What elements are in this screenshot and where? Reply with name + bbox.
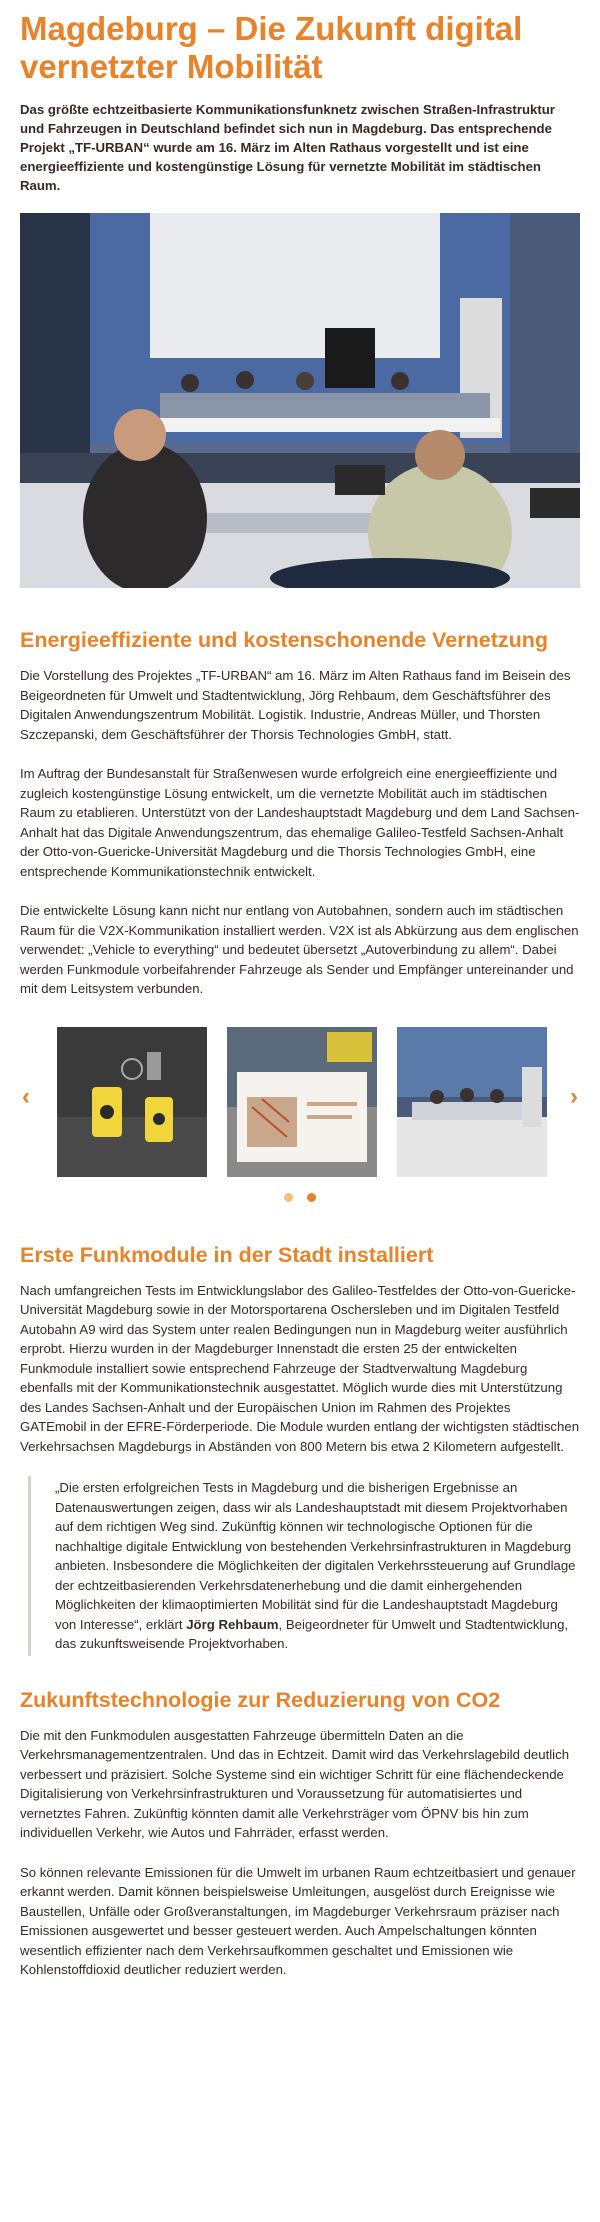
gallery-dot-1[interactable] [284,1193,293,1202]
gallery-pagination [20,1189,580,1203]
image-gallery [20,1027,580,1177]
key-tag-photo [57,1027,207,1177]
quote-block [28,1476,580,1656]
section-heading-vernetzung: Energieeffiziente und kostenschonende Vernetzung [20,628,549,652]
section1-paragraph-1: Die Vorstellung des Projektes „TF-URBAN“ am 16. März im Alten Rathaus fand im Beisein des Beigeordneten für Umwelt und Stadtentwicklung, Jörg Rehbaum, dem Geschäftsführer des Digitalen Anwendungszentrum Mobilität. Logistik. Industrie, Andreas Müller, und Thorsten Szczepanski, dem Geschäftsführer der Thorsis Technologies GmbH, statt. [20,668,571,742]
hero-image [20,213,580,588]
quote-tail: , Beigeordneter für Umwelt und Stadtentwicklung, das zukunftsweisende Projektvorhaben. [55,1616,569,1651]
section3-paragraph-2: So können relevante Emissionen für die Umwelt im urbanen Raum echtzeitbasiert und genauer erkannt werden. Damit können beispielsweise Umleitungen, ausgelöst durch Ereignisse wie Baustellen, Unfälle oder Großveranstaltungen, im Magdeburger Verkehrsraum präziser nach Emissionen ausgewertet und besser gesteuert werden. Auch Ampelschaltungen könnten wesentlich effizienter nach dem Verkehrsaufkommen geschaltet und Emissionen wie Kohlenstoffdioxid deutlicher reduziert werden. [20,1864,576,1977]
presentation-slide-photo [227,1027,377,1177]
gallery-thumb-2[interactable] [227,1027,377,1177]
chevron-right-icon[interactable]: › [570,1082,578,1110]
section2-paragraph-1: Nach umfangreichen Tests im Entwicklungslabor des Galileo-Testfeldes der Otto-von-Guericke-Universität Magdeburg sowie in der Motorsportarena Oschersleben und im Digitalen Testfeld Autobahn A9 wird das System unter realen Bedingungen nun in Magdeburg weiter ausführlich erprobt. Hierzu wurden in der Magdeburger Innenstadt die ersten 25 der entwickelten Funkmodule installiert sowie entsprechend Fahrzeuge der Stadtverwaltung Magdeburg ebenfalls mit der Kommunikationstechnik ausgestattet. Möglich wurde dies mit Unterstützung des Landes Sachsen-Anhalt und der Europäischen Union im Rahmen des Projektes GATEmobil in der EFRE-Förderperiode. Die Module wurden entlang der wichtigsten städtischen Verkehrsachsen Magdeburgs in Abständen von 800 Metern bis etwa 2 Kilometern aufgestellt. [20,1282,580,1454]
section-heading-co2: Zukunftstechnologie zur Reduzierung von CO2 [20,1687,501,1712]
quote-author: Jörg Rehbaum [186,1616,279,1632]
quote-text: „Die ersten erfolgreichen Tests in Magdeburg und die bisherigen Ergebnisse an Datenauswertungen zeigen, dass wir als Landeshauptstadt mit diesem Projektvorhaben auf dem richtigen Weg sind. Zukünftig können wir technologische Optionen für die nachhaltige digitale Entwicklung von bestehenden Verkehrsinfrastrukturen in Magdeburg anbieten. Insbesondere die Möglichkeiten der digitalen Verkehrssteuerung auf Grundlage der echtzeitbasierenden Verkehrsdatenerhebung und die damit einhergehenden Möglichkeiten der klimaoptimierten Mobilität sind für die Landeshauptstadt Magdeburg von Interesse“, erklärt [55,1480,576,1632]
section3-paragraph-1: Die mit den Funkmodulen ausgestatten Fahrzeuge übermitteln Daten an die Verkehrsmanagementzentralen. Und das in Echtzeit. Damit wird das Verkehrslagebild deutlich verbessert und präzisiert. Solche Systeme sind ein wichtiger Schritt für eine flächendeckende Digitalisierung von Verkehrsinfrastrukturen und Voraussetzung für automatisiertes und vernetztes Fahren. Zukünftig könnten damit alle Verkehrsträger vom ÖPNV bis hin zum individuellen Verkehr, wie Autos und Fahrräder, erfasst werden. [20,1727,570,1840]
gallery-thumb-1[interactable] [57,1027,207,1177]
chevron-left-icon[interactable]: ‹ [22,1082,30,1110]
gallery-dot-2[interactable] [307,1193,316,1202]
lead-paragraph: Das größte echtzeitbasierte Kommunikationsfunknetz zwischen Straßen-Infrastruktur und Fahrzeugen in Deutschland befindet sich nun in Magdeburg. Das entsprechende Projekt „TF-URBAN“ wurde am 16. März im Alten Rathaus vorgestellt und ist eine energieeffiziente und kostengünstige Lösung für vernetzte Mobilität im städtischen Raum. [20,102,555,193]
conference-photo [20,213,580,588]
section1-paragraph-3: Die entwickelte Lösung kann nicht nur entlang von Autobahnen, sondern auch im städtischen Raum für die V2X-Kommunikation installiert werden. V2X ist als Abkürzung aus dem englischen verwendet: „Vehicle to everything“ und bedeutet übersetzt „Autoverbindung zu allem“. Dabei werden Funkmodule vorbeifahrender Fahrzeuge als Sender und Empfänger untereinander und mit dem Leitsystem verbunden. [20,903,579,996]
page-title: Magdeburg – Die Zukunft digital vernetzter Mobilität [20,10,523,85]
panel-photo [397,1027,547,1177]
section1-paragraph-2: Im Auftrag der Bundesanstalt für Straßenwesen wurde erfolgreich eine energieeffiziente und zugleich kostengünstige Lösung entwickelt, um die vernetzte Mobilität auch im städtischen Raum zu etablieren. Unterstützt von der Landeshauptstadt Magdeburg und dem Land Sachsen-Anhalt hat das Digitale Anwendungszentrum, das ehemalige Galileo-Testfeld Sachsen-Anhalt der Otto-von-Guericke-Universität Magdeburg und die Thorsis Technologies GmbH, eine entsprechende Kommunikationstechnik entwickelt. [20,766,580,879]
gallery-thumb-3[interactable] [397,1027,547,1177]
section-heading-funkmodule: Erste Funkmodule in der Stadt installiert [20,1242,434,1267]
